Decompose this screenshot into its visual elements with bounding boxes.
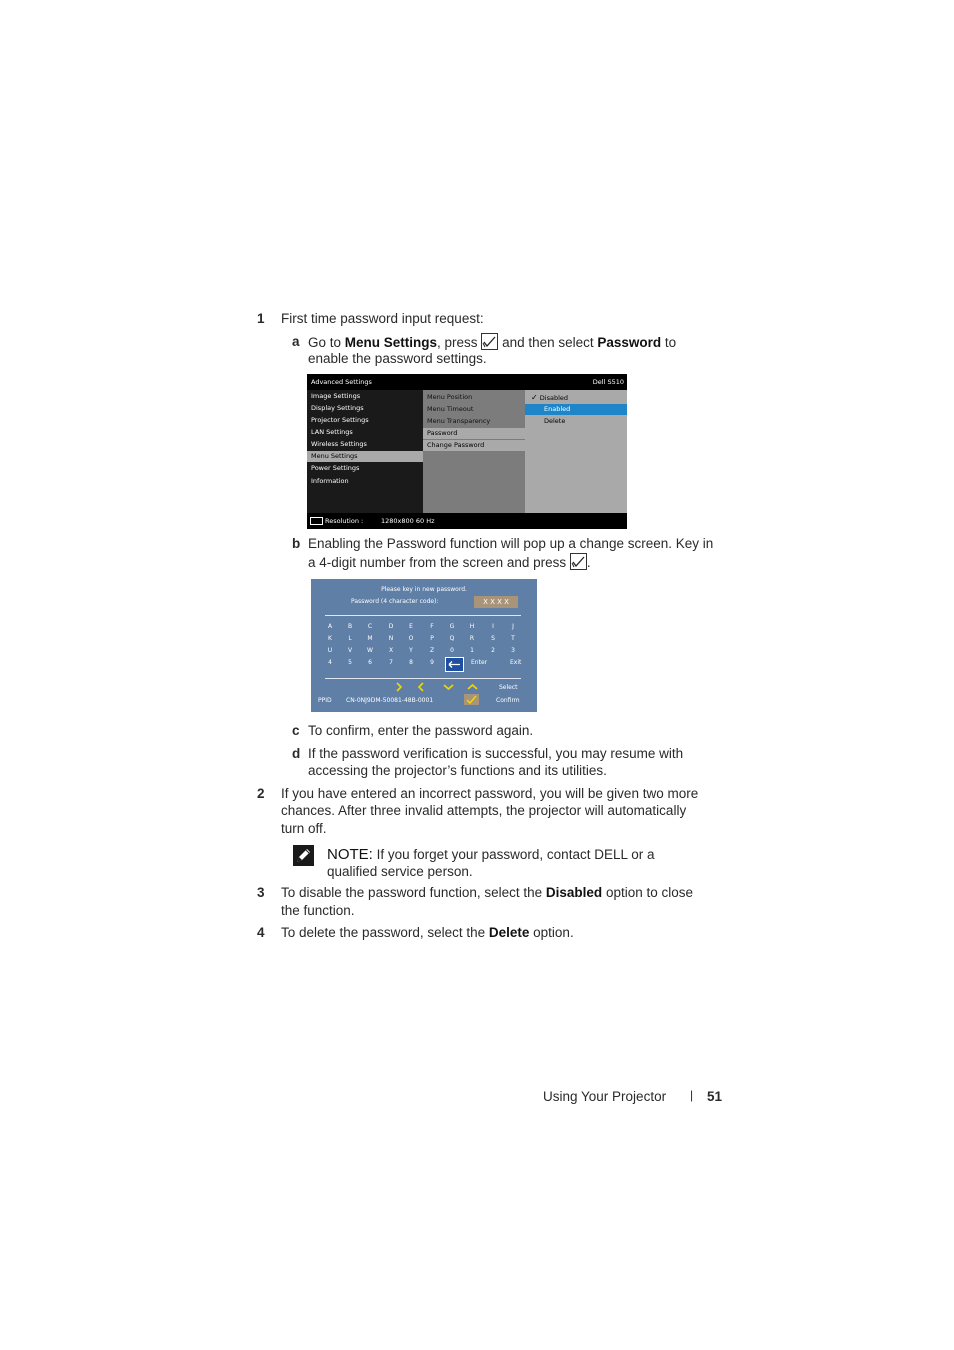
keypad-key[interactable]: 4 xyxy=(328,659,332,666)
osd-menu-item[interactable]: Information xyxy=(311,477,349,485)
note-pencil-icon xyxy=(293,845,314,866)
keypad-key[interactable]: Y xyxy=(409,647,413,654)
text-fragment: To delete the password, select the xyxy=(281,925,489,940)
arrow-left-icon xyxy=(416,682,426,694)
exit-key[interactable]: Exit xyxy=(510,659,522,666)
text-fragment: option to close xyxy=(602,885,693,900)
keypad-key[interactable]: C xyxy=(367,623,373,630)
step-number: 3 xyxy=(257,885,265,900)
osd-menu-item[interactable]: LAN Settings xyxy=(311,428,353,436)
divider xyxy=(325,615,521,616)
substep-letter: d xyxy=(292,746,301,761)
step-text: First time password input request: xyxy=(281,311,484,326)
text-fragment: and then select xyxy=(498,335,598,350)
osd-menu-item[interactable]: Display Settings xyxy=(311,404,364,412)
select-key-icon xyxy=(570,553,587,570)
input-source-icon xyxy=(310,517,323,525)
keypad-key[interactable]: D xyxy=(388,623,394,630)
keypad-prompt: Please key in new password. xyxy=(381,586,467,593)
substep-a-line1 xyxy=(308,333,676,352)
osd-main-menu xyxy=(307,390,423,513)
keypad-key[interactable]: P xyxy=(430,635,434,642)
osd-submenu-item[interactable]: Menu Transparency xyxy=(427,417,491,425)
keypad-key[interactable]: X xyxy=(388,647,394,654)
keypad-key[interactable]: T xyxy=(511,635,515,642)
keypad-key[interactable]: A xyxy=(327,623,333,630)
osd-option-delete[interactable]: Delete xyxy=(544,417,566,425)
osd-menu-screenshot xyxy=(307,374,627,529)
keypad-key[interactable]: 6 xyxy=(368,659,372,666)
keypad-key[interactable]: R xyxy=(469,635,475,642)
keypad-key[interactable]: Q xyxy=(449,635,455,642)
step-number: 4 xyxy=(257,925,265,940)
keypad-key[interactable]: 2 xyxy=(491,647,495,654)
osd-submenu-item[interactable]: Menu Timeout xyxy=(427,405,474,413)
keypad-key[interactable]: L xyxy=(348,635,352,642)
note-line1 xyxy=(327,846,655,864)
text-fragment: Go to xyxy=(308,335,345,350)
osd-model: Dell S510 xyxy=(592,378,624,386)
osd-menu-item[interactable]: Wireless Settings xyxy=(311,440,367,448)
keypad-key[interactable]: I xyxy=(492,623,494,630)
keypad-key[interactable]: O xyxy=(408,635,414,642)
osd-menu-item[interactable]: Power Settings xyxy=(311,464,360,472)
keypad-key[interactable]: 3 xyxy=(511,647,515,654)
keypad-key[interactable]: U xyxy=(327,647,333,654)
step2-line1: If you have entered an incorrect password, you will be given two more xyxy=(281,786,699,801)
password-code-field[interactable]: X X X X xyxy=(474,596,518,608)
keypad-key[interactable]: K xyxy=(328,635,332,642)
keypad-key[interactable]: 5 xyxy=(348,659,352,666)
step4-text xyxy=(281,924,574,942)
backspace-key[interactable] xyxy=(445,657,464,672)
osd-submenu-item[interactable]: Menu Position xyxy=(427,393,473,401)
substep-a-line2: enable the password settings. xyxy=(308,351,487,366)
osd-submenu-item-selected[interactable]: Password xyxy=(423,428,525,439)
step2-line3: turn off. xyxy=(281,821,327,836)
enter-key[interactable]: Enter xyxy=(471,659,488,666)
confirm-label: Confirm xyxy=(496,697,520,704)
osd-option-disabled[interactable] xyxy=(525,392,627,403)
text-fragment: option. xyxy=(529,925,574,940)
text-fragment: . xyxy=(586,555,591,570)
keypad-key[interactable]: 0 xyxy=(450,647,454,654)
substep-b-line1: Enabling the Password function will pop up a change screen. Key in xyxy=(308,536,714,551)
step2-line2: chances. After three invalid attempts, the projector will automatically xyxy=(281,803,687,818)
text-fragment: To disable the password function, select the xyxy=(281,885,546,900)
keypad-key[interactable]: E xyxy=(409,623,413,630)
osd-option-enabled[interactable]: Enabled xyxy=(525,404,627,415)
keypad-key[interactable]: Z xyxy=(429,647,435,654)
select-key-icon xyxy=(481,333,498,350)
ppid-value: CN-0NJ9DM-50081-48B-0001 xyxy=(346,697,434,704)
text-fragment: to xyxy=(661,335,677,350)
osd-options xyxy=(525,390,627,513)
menu-settings-term: Menu Settings xyxy=(344,335,438,350)
osd-option-label: Disabled xyxy=(539,394,569,402)
keypad-key[interactable]: 7 xyxy=(389,659,393,666)
disabled-term: Disabled xyxy=(545,885,603,900)
keypad-key[interactable]: 8 xyxy=(409,659,413,666)
check-icon: ✓ xyxy=(531,393,538,402)
note-line2: qualified service person. xyxy=(327,864,473,879)
arrow-up-icon xyxy=(467,682,478,694)
resolution-value: 1280x800 60 Hz xyxy=(381,517,435,525)
osd-submenu xyxy=(423,390,525,513)
substep-letter: a xyxy=(292,334,300,349)
arrow-right-icon xyxy=(394,682,404,694)
keypad-key[interactable]: H xyxy=(469,623,475,630)
password-keypad-screenshot xyxy=(311,579,537,712)
osd-title: Advanced Settings xyxy=(311,378,372,386)
text-fragment: If you forget your password, contact DELL or a xyxy=(372,847,655,862)
keypad-key[interactable]: S xyxy=(491,635,495,642)
step3-line2: the function. xyxy=(281,903,355,918)
note-label: NOTE: xyxy=(327,846,373,863)
keypad-key[interactable]: J xyxy=(512,623,514,630)
divider xyxy=(325,678,521,679)
ppid-label: PPID xyxy=(318,697,332,704)
keypad-key[interactable]: 9 xyxy=(430,659,434,666)
arrow-down-icon xyxy=(443,682,454,694)
substep-letter: c xyxy=(292,723,300,738)
keypad-key[interactable]: W xyxy=(367,647,373,654)
substep-letter: b xyxy=(292,536,301,551)
footer-separator: | xyxy=(690,1088,694,1102)
keypad-key[interactable]: B xyxy=(347,623,353,630)
text-fragment: , press xyxy=(437,335,482,350)
substep-d-line1: If the password verification is successful, you may resume with xyxy=(308,746,684,761)
osd-menu-item[interactable]: Projector Settings xyxy=(311,416,369,424)
keypad-key[interactable]: G xyxy=(449,623,455,630)
osd-header xyxy=(307,374,627,390)
keypad-key[interactable]: M xyxy=(367,635,373,642)
confirm-check-icon xyxy=(464,694,479,705)
footer-section-title: Using Your Projector xyxy=(543,1089,667,1104)
keypad-key[interactable]: V xyxy=(347,647,353,654)
step-number: 2 xyxy=(257,786,265,801)
substep-c-text: To confirm, enter the password again. xyxy=(308,723,534,738)
select-label: Select xyxy=(499,684,518,691)
text-fragment: a 4-digit number from the screen and press xyxy=(308,555,570,570)
osd-footer xyxy=(307,513,627,529)
step3-line1 xyxy=(281,884,693,902)
resolution-label: Resolution : xyxy=(325,517,364,525)
page-number: 51 xyxy=(707,1089,723,1104)
osd-menu-item-selected[interactable]: Menu Settings xyxy=(307,451,423,462)
keypad-key[interactable]: N xyxy=(388,635,394,642)
keypad-key[interactable]: F xyxy=(430,623,434,630)
osd-submenu-item[interactable]: Change Password xyxy=(423,440,525,451)
password-term: Password xyxy=(597,335,662,350)
substep-b-line2 xyxy=(308,553,591,572)
osd-menu-item[interactable]: Image Settings xyxy=(311,392,361,400)
delete-term: Delete xyxy=(488,925,530,940)
substep-d-line2: accessing the projector’s functions and its utilities. xyxy=(308,763,607,778)
step-number: 1 xyxy=(257,311,265,326)
password-code-label: Password (4 character code): xyxy=(351,598,439,605)
keypad-key[interactable]: 1 xyxy=(470,647,474,654)
